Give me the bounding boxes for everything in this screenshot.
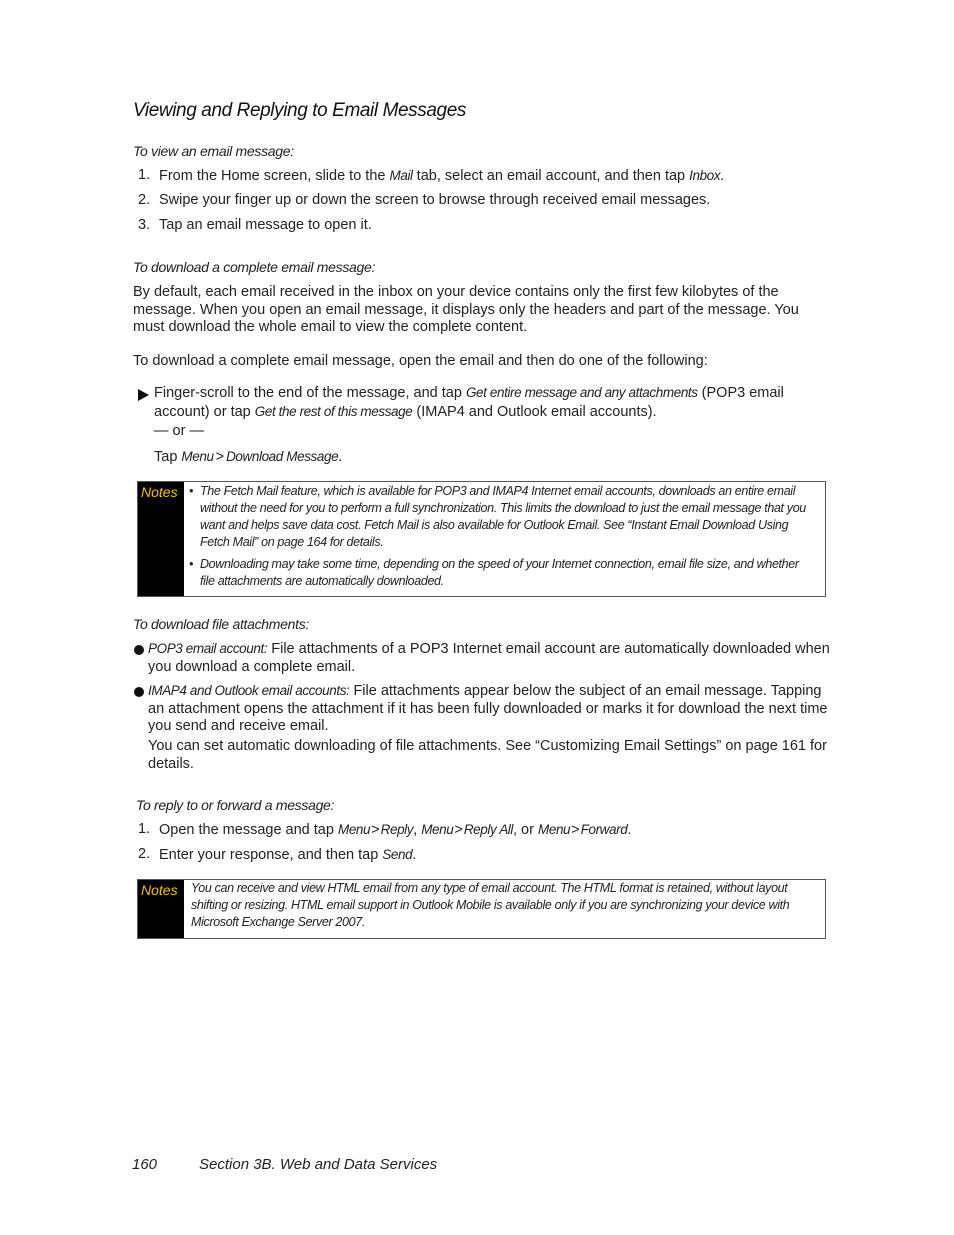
notes-label: Notes — [138, 880, 184, 938]
notes-text: You can receive and view HTML email from any type of email account. The HTML format is retained, without layout shifting or resizing. HTML email support in Outlook Mobile is available only if you are synchronizing your device with Microsoft Exchange Server 2007. — [191, 881, 790, 929]
bullet-icon — [134, 687, 144, 697]
download-option: Finger-scroll to the end of the message, and tap Get entire message and any attachments (POP3 email account) or tap Get the rest of this message (IMAP4 and Outlook email accounts). — [154, 385, 784, 420]
bullet-icon — [134, 645, 144, 655]
page-number: 160 — [132, 1156, 158, 1173]
attachments-heading: To download file attachments: — [133, 616, 310, 632]
pop3-label: POP3 email account: — [148, 641, 268, 656]
mail-tab-ref: Mail — [389, 168, 413, 183]
triangle-bullet-icon — [138, 389, 149, 401]
bullet-icon: • — [189, 484, 194, 498]
download-paragraph-2: To download a complete email message, open the email and then do one of the following: — [133, 353, 708, 369]
inbox-ref: Inbox — [689, 168, 721, 183]
notes-label: Notes — [138, 482, 184, 596]
step-number: 1. — [138, 167, 151, 183]
get-entire-message-ref: Get entire message and any attachments — [465, 385, 698, 400]
imap-item: IMAP4 and Outlook email accounts: File attachments appear below the subject of an email message. Tapping an attachment opens the attachment if it has been fully downloaded or marks it for download the next time you send and receive email. — [148, 683, 828, 734]
notes-item-2: • Downloading may take some time, depending on the speed of your Internet connection, email file size, and whether file attachments are automatically downloaded. — [189, 557, 799, 588]
step-text: Tap an email message to open it. — [159, 217, 372, 233]
imap-label: IMAP4 and Outlook email accounts: — [148, 683, 350, 698]
notes-item-1: • The Fetch Mail feature, which is available for POP3 and IMAP4 Internet email accounts, downloads an entire email without the need for you to perform a full synchronization. This limits the download to just the email message that you want and helps save data cost. Fetch Mail is also available for Outlook Email. See “Instant Email Download Using Fetch Mail” on page 164 for details. — [189, 484, 806, 549]
step-number: 2. — [138, 192, 151, 208]
reply-heading: To reply to or forward a message: — [136, 797, 335, 813]
view-email-heading: To view an email message: — [133, 143, 294, 159]
notes-box-2 — [137, 879, 826, 939]
notes-box-1 — [137, 481, 826, 597]
page-title: Viewing and Replying to Email Messages — [133, 100, 466, 121]
download-paragraph-1: By default, each email received in the inbox on your device contains only the first few kilobytes of the message. When you open an email message, it displays only the headers and part of the message. You must download the whole email to view the complete content. — [133, 284, 799, 335]
step-text: Enter your response, and then tap Send. — [159, 847, 417, 863]
send-ref: Send — [382, 847, 413, 862]
step-number: 2. — [138, 846, 151, 862]
download-heading: To download a complete email message: — [133, 259, 376, 275]
step-text: Open the message and tap Menu>Reply, Menu>Reply All, or Menu>Forward. — [159, 822, 632, 838]
step-number: 3. — [138, 217, 151, 233]
step-text: From the Home screen, slide to the Mail tab, select an email account, and then tap Inbox. — [159, 168, 725, 184]
section-title: Section 3B. Web and Data Services — [199, 1156, 438, 1173]
or-separator: — or — — [154, 423, 204, 439]
step-text: Swipe your finger up or down the screen to browse through received email messages. — [159, 192, 711, 208]
tap-menu-download: Tap Menu > Download Message. — [154, 449, 343, 465]
bullet-icon: • — [189, 557, 194, 571]
auto-download-text: You can set automatic downloading of file attachments. See “Customizing Email Settings” on page 161 for details. — [148, 738, 827, 772]
get-rest-ref: Get the rest of this message — [254, 403, 413, 419]
step-number: 1. — [138, 821, 151, 837]
pop3-item: POP3 email account: File attachments of a POP3 Internet email account are automatically downloaded when you download a complete email. — [148, 641, 830, 675]
